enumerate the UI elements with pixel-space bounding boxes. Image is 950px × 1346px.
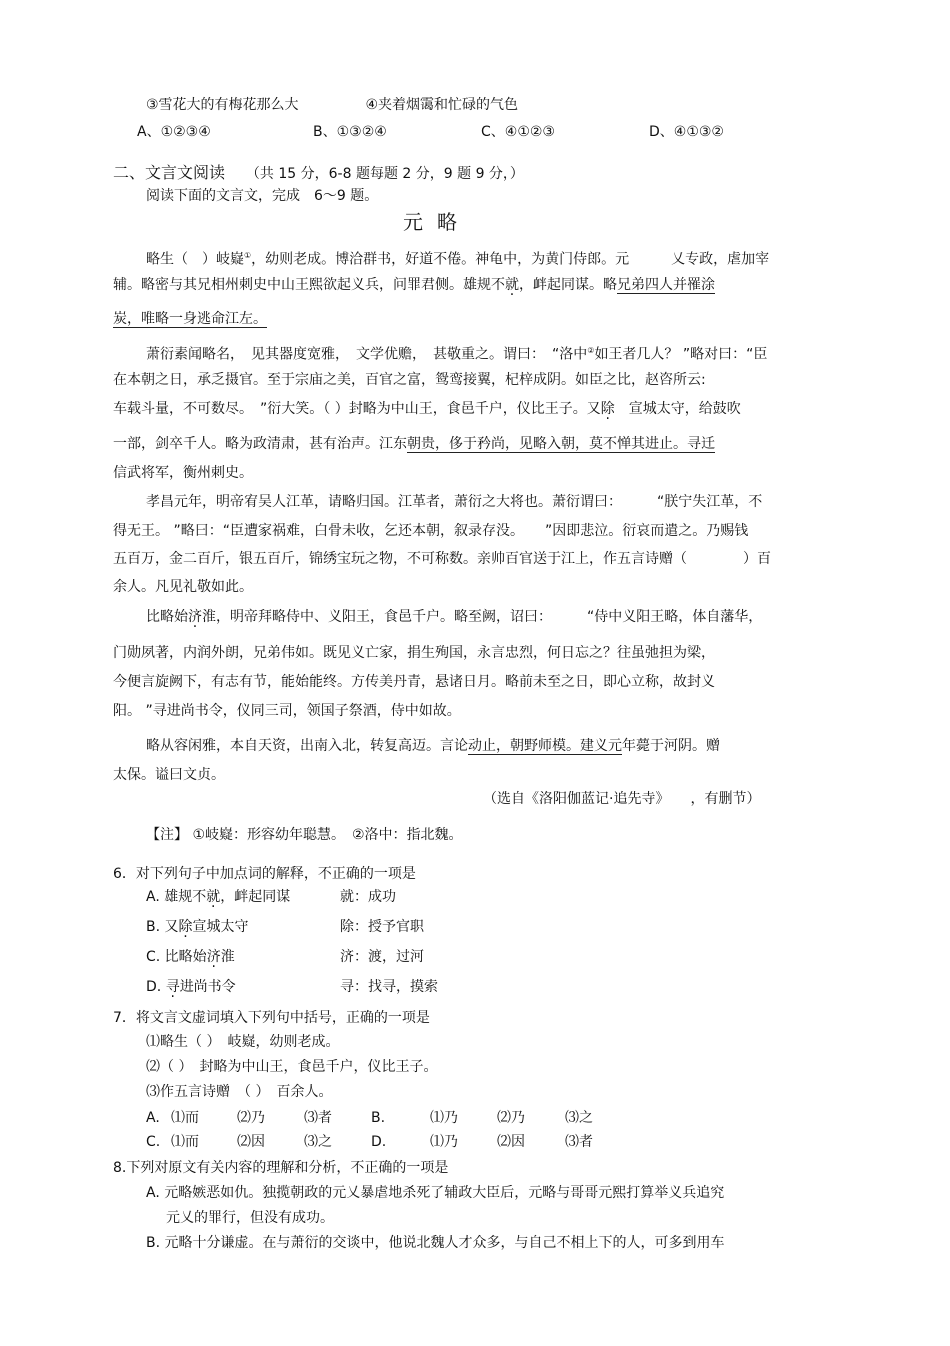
section2-instruction: 阅读下面的文言文，完成 6～9 题。: [146, 188, 379, 204]
q7-d-3: ⑶者: [565, 1134, 593, 1150]
q6-gloss-d: 寻：找寻，摸索: [340, 979, 438, 995]
q7-a-3: ⑶者: [304, 1110, 332, 1126]
passage-text: ，幼则老成。博洽群书，好道不倦。神龟中，为黄门侍郎。元 乂专政，虐加宰: [251, 251, 770, 268]
passage-line: [113, 275, 715, 295]
q7-sentence-1: ⑴略生（ ） 岐嶷，幼则老成。: [146, 1034, 340, 1050]
section2-heading: 二、文言文阅读: [113, 163, 226, 182]
dotted-word: 寻: [165, 979, 180, 995]
option-text: 宣城太守: [192, 919, 249, 935]
q7-label-a: A.: [146, 1110, 160, 1126]
passage-text: 淮，明帝拜略侍中、义阳王，食邑千户。略至阙，诏曰： “侍中义阳王略，体自藩华，: [202, 609, 763, 625]
section2-heading-line: [113, 163, 524, 184]
q7-d-2: ⑵因: [497, 1134, 525, 1150]
passage-note: 【注】 ①岐嶷：形容幼年聪慧。 ②洛中：指北魏。: [146, 827, 463, 843]
q6-option-d: [146, 977, 236, 997]
passage-line: [113, 309, 267, 329]
q7-b-2: ⑵乃: [497, 1110, 525, 1126]
passage-text: 略从容闲雅，本自天资，出南入北，转复高迈。言论: [146, 738, 468, 754]
option-text: B. 又: [146, 919, 179, 935]
dotted-word: 济: [206, 949, 221, 965]
passage-line: 信武将军，衡州刺史。: [113, 465, 253, 481]
q5-item-3: ③雪花大的有梅花那么大: [146, 97, 299, 113]
passage-text: 年薨于河阴。赠: [622, 738, 720, 754]
underlined-sentence: 炭，唯略一身逃命江左。: [113, 311, 267, 327]
q7-b-3: ⑶之: [565, 1110, 593, 1126]
q6-stem: 6．对下列句子中加点词的解释，不正确的一项是: [113, 866, 416, 882]
option-text: 淮: [220, 949, 235, 965]
passage-line: 今便言旋阙下，有志有节，能始能终。方传美丹青，悬诸日月。略前未至之日，即心立称，故封义: [113, 674, 715, 690]
footnote-mark-2: ②: [587, 346, 595, 355]
q5-items-line: [146, 95, 518, 115]
passage-text: 萧衍素闻略名， 见其器度宽雅， 文学优赡， 甚敬重之。谓曰： “洛中: [146, 346, 588, 363]
passage-text: 略生（ ）岐嶷: [146, 251, 244, 268]
passage-line: 余人。凡见礼敬如此。: [113, 579, 253, 595]
dotted-word: 济: [188, 609, 202, 625]
q5-option-a: A、①②③④: [137, 124, 211, 140]
passage-line: [113, 399, 741, 419]
underlined-sentence: 朝贵，侈于矜尚，见略入朝，莫不惮其进止。寻迁: [407, 436, 715, 452]
q8-option-b-line1: B. 元略十分谦虚。在与萧衍的交谈中，他说北魏人才众多，与自己不相上下的人，可多到用车: [146, 1235, 725, 1251]
option-text: C. 比略始: [146, 949, 207, 965]
passage-line: 五百万，金二百斤，银五百斤，锦绣宝玩之物，不可称数。亲帅百官送于江上，作五言诗赠（ ）百: [113, 551, 771, 567]
q7-c-1: ⑴而: [171, 1134, 199, 1150]
passage-text: 辅。略密与其兄相州刺史中山王熙欲起义兵，问罪君侧。雄规不: [113, 277, 505, 293]
option-text: D.: [146, 979, 166, 995]
passage-line: 孝昌元年，明帝宥吴人江革，请略归国。江革者，萧衍之大将也。萧衍谓曰： “朕宁失江革，不: [146, 494, 763, 510]
passage-source: （选自《洛阳伽蓝记·追先寺》 ，有删节）: [483, 791, 761, 807]
q6-option-b: [146, 917, 249, 937]
q7-stem: 7．将文言文虚词填入下列句中括号，正确的一项是: [113, 1010, 430, 1026]
q7-label-b: B.: [371, 1110, 386, 1126]
passage-title: 元略: [403, 210, 471, 234]
passage-line: 门勋夙著，内润外朗，兄弟伟如。既见义亡家，捐生殉国，永言忠烈，何日忘之？往虽弛担为梁，: [113, 645, 715, 661]
passage-line: [113, 434, 715, 454]
q8-option-a-line2: 元乂的罪行，但没有成功。: [166, 1210, 334, 1226]
passage-line: 阳。 ”寻进尚书令，仪同三司，领国子祭酒，侍中如故。: [113, 703, 461, 719]
q8-stem: 8.下列对原文有关内容的理解和分析，不正确的一项是: [113, 1160, 449, 1176]
q5-item-4: ④夹着烟霭和忙碌的气色: [365, 97, 519, 113]
q6-gloss-a: 就：成功: [340, 889, 396, 905]
passage-text: 一部，剑卒千人。略为政清肃，甚有治声。江东: [113, 436, 407, 452]
q7-a-1: ⑴而: [171, 1110, 199, 1126]
q8-option-a-line1: A. 元略嫉恶如仇。独揽朝政的元乂暴虐地杀死了辅政大臣后，元略与哥哥元熙打算举义兵追究: [146, 1185, 725, 1201]
passage-text: 宣城太守，给鼓吹: [614, 401, 741, 417]
q7-sentence-3: ⑶作五言诗赠 （ ） 百余人。: [146, 1084, 333, 1100]
underlined-sentence: 兄弟四人并罹涂: [617, 277, 715, 293]
q6-gloss-c: 济：渡，过河: [340, 949, 424, 965]
q7-c-3: ⑶之: [304, 1134, 332, 1150]
q6-option-c: [146, 947, 235, 967]
q7-c-2: ⑵因: [237, 1134, 265, 1150]
dotted-word: 除: [600, 401, 615, 417]
underlined-sentence: 动止，朝野师模。建义元: [468, 738, 622, 754]
q6-option-a: [146, 887, 290, 907]
passage-line: [146, 736, 720, 756]
q5-option-c: C、④①②③: [481, 124, 555, 140]
passage-text: 车载斗量，不可数尽。 ”衍大笑。（ ）封略为中山王，食邑千户，仪比王子。又: [113, 401, 601, 417]
q7-a-2: ⑵乃: [237, 1110, 265, 1126]
q7-label-c: C.: [146, 1134, 161, 1150]
q7-sentence-2: ⑵（ ） 封略为中山王，食邑千户，仪比王子。: [146, 1059, 438, 1075]
option-text: 进尚书令: [179, 979, 236, 995]
q7-d-1: ⑴乃: [430, 1134, 458, 1150]
passage-line: [146, 246, 769, 270]
q7-b-1: ⑴乃: [430, 1110, 458, 1126]
footnote-mark-1: ①: [244, 251, 252, 260]
section2-points: （共 15 分，6-8 题每题 2 分，9 题 9 分，）: [245, 166, 524, 182]
q7-label-d: D.: [371, 1134, 387, 1150]
dotted-word: 就: [206, 889, 221, 905]
passage-line: 在本朝之日，承乏摄官。至于宗庙之美，百官之富，鸳鸾接翼，杞梓成阴。如臣之比，赵咨所云:: [113, 372, 706, 388]
q5-option-d: D、④①③②: [649, 124, 724, 140]
passage-line: 得无王。 ”略曰：“臣遭家祸难，白骨未收，乞还本朝，叙录存没。 ”因即悲泣。衍哀而遣之。乃赐钱: [113, 523, 749, 539]
passage-line: [146, 607, 762, 627]
q6-gloss-b: 除：授予官职: [340, 919, 424, 935]
passage-line: [146, 341, 767, 365]
passage-text: 比略始: [146, 609, 188, 625]
passage-line: 太保。谥曰文贞。: [113, 767, 225, 783]
option-text: A. 雄规不: [146, 889, 207, 905]
passage-text: 如王者几人？ ”略对曰：“臣: [594, 346, 768, 363]
dotted-word: 除: [178, 919, 193, 935]
passage-text: ，衅起同谋。略: [519, 277, 617, 293]
q5-option-b: B、①③②④: [313, 124, 387, 140]
option-text: ，衅起同谋: [220, 889, 291, 905]
dotted-word: 就: [505, 277, 519, 293]
